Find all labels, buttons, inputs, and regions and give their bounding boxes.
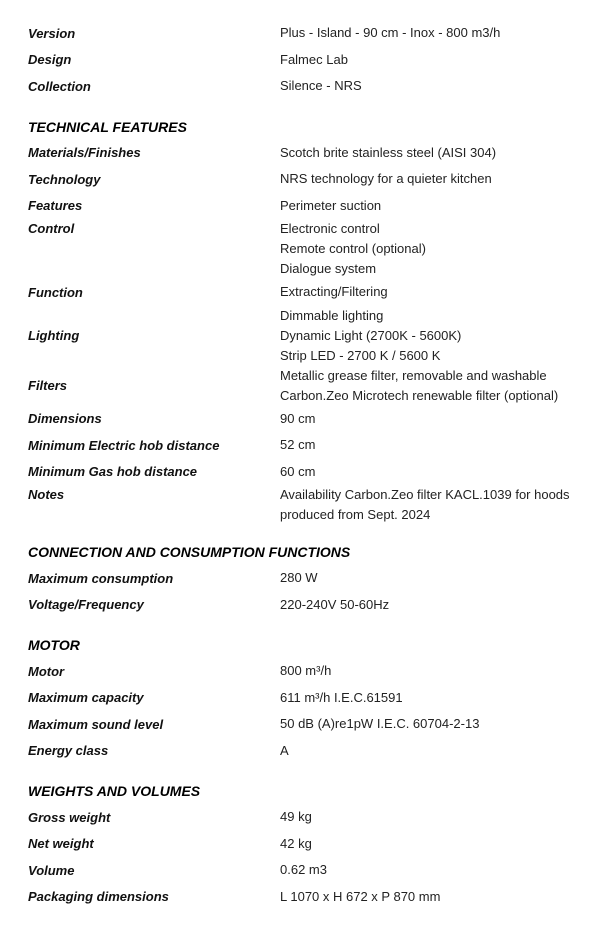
spec-value-line: 0.62 m3 bbox=[280, 862, 327, 878]
spec-row-volume bbox=[28, 857, 607, 884]
spec-row-control bbox=[28, 219, 607, 279]
spec-value-line: 42 kg bbox=[280, 835, 312, 851]
spec-value-line: Falmec Lab bbox=[280, 51, 348, 67]
section-title-connection-and-consumption-functions: CONNECTION AND CONSUMPTION FUNCTIONS bbox=[28, 544, 351, 560]
spec-value bbox=[280, 741, 607, 761]
spec-row-notes bbox=[28, 485, 607, 525]
spec-row-maximum-capacity bbox=[28, 685, 607, 712]
spec-value bbox=[280, 76, 607, 96]
spec-row-dimensions bbox=[28, 406, 607, 433]
spec-value bbox=[280, 219, 607, 279]
spec-row-features bbox=[28, 193, 607, 220]
spec-value bbox=[280, 834, 607, 854]
spec-value bbox=[280, 485, 607, 525]
section-title-weights-and-volumes: WEIGHTS AND VOLUMES bbox=[28, 783, 201, 799]
spec-value-line: Strip LED - 2700 K / 5600 K bbox=[280, 347, 441, 363]
spec-value bbox=[280, 306, 607, 366]
spec-label: Motor bbox=[28, 663, 65, 679]
section-title-technical-features: TECHNICAL FEATURES bbox=[28, 118, 187, 135]
spec-value bbox=[280, 568, 607, 588]
spec-value bbox=[280, 462, 607, 482]
section-title-motor: MOTOR bbox=[28, 637, 80, 653]
spec-label: Materials/Finishes bbox=[28, 145, 141, 161]
spec-label: Gross weight bbox=[28, 809, 111, 825]
spec-row-technology bbox=[28, 166, 607, 193]
spec-value-line: 611 m³/h I.E.C.61591 bbox=[280, 689, 403, 705]
spec-label: Design bbox=[28, 52, 72, 68]
spec-label: Minimum Electric hob distance bbox=[28, 437, 220, 453]
spec-value bbox=[280, 143, 607, 163]
spec-row-packaging-dimensions bbox=[28, 884, 607, 911]
spec-value-line: A bbox=[280, 742, 289, 758]
spec-label: Features bbox=[28, 198, 83, 214]
spec-row-design bbox=[28, 47, 607, 74]
spec-value-line: Carbon.Zeo Microtech renewable filter (optional) bbox=[280, 387, 559, 403]
spec-value-line: Silence - NRS bbox=[280, 78, 362, 94]
spec-value-line: Perimeter suction bbox=[280, 197, 382, 213]
spec-label: Minimum Gas hob distance bbox=[28, 464, 198, 480]
spec-row-materials-finishes bbox=[28, 140, 607, 167]
spec-value bbox=[280, 807, 607, 827]
spec-label: Collection bbox=[28, 78, 91, 94]
spec-value-line: Plus - Island - 90 cm - Inox - 800 m3/h bbox=[280, 25, 501, 41]
spec-value bbox=[280, 860, 607, 880]
spec-row-collection bbox=[28, 73, 607, 100]
spec-label: Maximum consumption bbox=[28, 570, 174, 586]
spec-value-line: Extracting/Filtering bbox=[280, 284, 388, 300]
spec-value-line: Dimmable lighting bbox=[280, 307, 384, 323]
spec-label: Filters bbox=[28, 378, 68, 393]
spec-row-function bbox=[28, 279, 607, 306]
spec-row-net-weight bbox=[28, 831, 607, 858]
spec-label: Maximum sound level bbox=[28, 716, 164, 732]
spec-label: Energy class bbox=[28, 743, 109, 759]
spec-value bbox=[280, 169, 607, 189]
spec-value-line: Electronic control bbox=[280, 221, 380, 236]
spec-value bbox=[280, 23, 607, 43]
spec-row-filters bbox=[28, 366, 607, 406]
spec-value bbox=[280, 50, 607, 70]
spec-label: Volume bbox=[28, 862, 75, 878]
spec-value-line: Availability Carbon.Zeo filter KACL.1039 for hoods bbox=[280, 487, 570, 502]
spec-label: Net weight bbox=[28, 836, 94, 852]
spec-row-version bbox=[28, 20, 607, 47]
spec-value-line: 220-240V 50-60Hz bbox=[280, 596, 390, 612]
spec-value-line: Scotch brite stainless steel (AISI 304) bbox=[280, 144, 497, 160]
spec-row-maximum-consumption bbox=[28, 565, 607, 592]
specifications-table bbox=[28, 20, 607, 910]
spec-label: Dimensions bbox=[28, 411, 102, 427]
spec-row-minimum-gas-hob-distance bbox=[28, 459, 607, 486]
spec-value bbox=[280, 714, 607, 734]
spec-value bbox=[280, 366, 607, 406]
spec-value-line: 50 dB (A)re1pW I.E.C. 60704-2-13 bbox=[280, 716, 480, 732]
spec-label: Version bbox=[28, 25, 76, 41]
spec-value bbox=[280, 409, 607, 429]
spec-value bbox=[280, 282, 607, 302]
spec-label: Notes bbox=[28, 487, 65, 502]
spec-value bbox=[280, 196, 607, 216]
spec-row-energy-class bbox=[28, 738, 607, 765]
spec-value-line: 90 cm bbox=[280, 410, 316, 426]
spec-label: Maximum capacity bbox=[28, 690, 144, 706]
spec-value-line: 49 kg bbox=[280, 809, 312, 825]
spec-label: Voltage/Frequency bbox=[28, 597, 144, 613]
spec-label: Lighting bbox=[28, 328, 80, 343]
spec-value bbox=[280, 435, 607, 455]
spec-row-maximum-sound-level bbox=[28, 711, 607, 738]
spec-label: Function bbox=[28, 284, 83, 300]
spec-value-line: Remote control (optional) bbox=[280, 241, 426, 256]
spec-value-line: Metallic grease filter, removable and washable bbox=[280, 367, 547, 383]
spec-row-gross-weight bbox=[28, 804, 607, 831]
spec-value bbox=[280, 661, 607, 681]
spec-value bbox=[280, 688, 607, 708]
spec-value-line: Dialogue system bbox=[280, 261, 377, 276]
spec-value-line: Dynamic Light (2700K - 5600K) bbox=[280, 327, 462, 343]
spec-label: Packaging dimensions bbox=[28, 889, 169, 905]
spec-row-lighting bbox=[28, 306, 607, 366]
spec-value-line: 280 W bbox=[280, 570, 318, 586]
spec-value-line: 800 m³/h bbox=[280, 663, 332, 679]
spec-row-voltage-frequency bbox=[28, 592, 607, 619]
spec-value-line: 52 cm bbox=[280, 437, 316, 453]
spec-value-line: 60 cm bbox=[280, 463, 316, 479]
spec-value-line: NRS technology for a quieter kitchen bbox=[280, 171, 492, 187]
spec-value-line: produced from Sept. 2024 bbox=[280, 507, 431, 522]
spec-label: Control bbox=[28, 221, 75, 236]
spec-value bbox=[280, 595, 607, 615]
spec-value bbox=[280, 887, 607, 907]
spec-row-minimum-electric-hob-distance bbox=[28, 432, 607, 459]
spec-value-line: L 1070 x H 672 x P 870 mm bbox=[280, 888, 441, 904]
spec-row-motor bbox=[28, 658, 607, 685]
spec-label: Technology bbox=[28, 171, 101, 187]
